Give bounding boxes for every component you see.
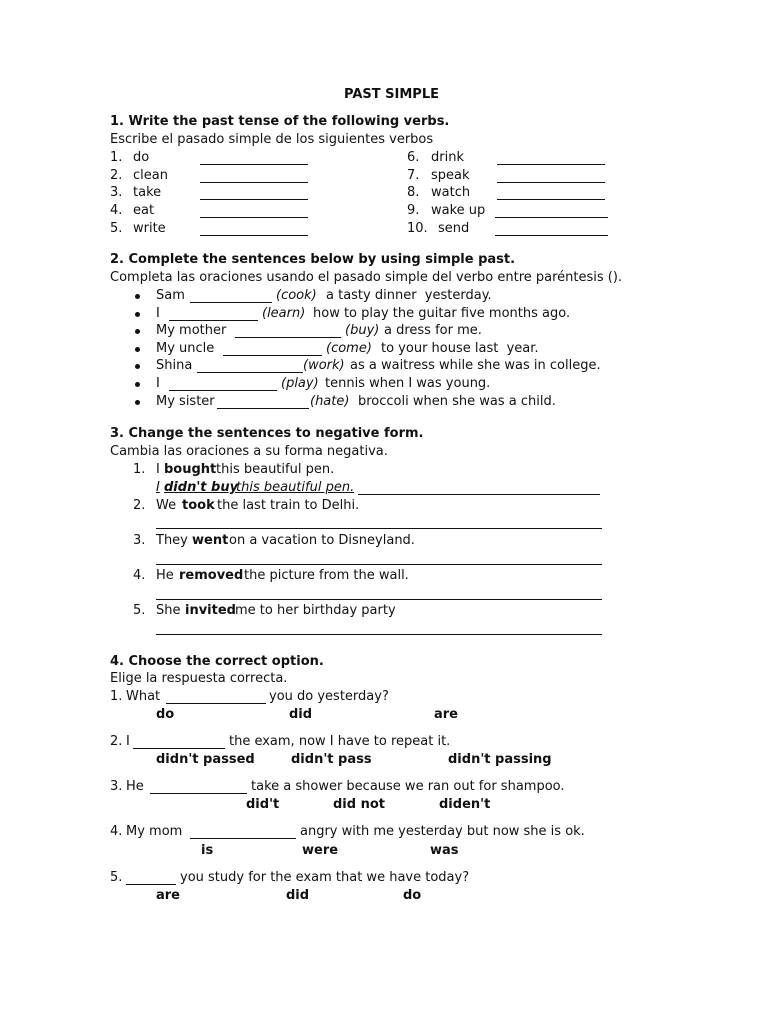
sentence-start: Sam [156,288,185,303]
sentence-start: I [156,306,160,321]
answer-blank[interactable] [133,748,225,749]
option-c[interactable]: are [434,707,459,722]
item-number: 4. [133,568,146,583]
example-rest: this beautiful pen. [236,480,355,495]
answer-blank[interactable] [169,320,258,321]
verb-number: 10. [407,221,428,236]
section2-instruction: Completa las oraciones usando el pasado simple del verbo entre paréntesis (). [110,270,623,285]
question-number: 4. [110,824,123,839]
sentence-end: the picture from the wall. [244,568,409,583]
option-b[interactable]: did [289,707,313,722]
answer-blank[interactable] [169,390,277,391]
option-b[interactable]: did not [333,797,385,812]
question-end: the exam, now I have to repeat it. [229,734,451,749]
answer-line[interactable] [156,528,602,529]
answer-blank[interactable] [190,838,296,839]
option-a[interactable]: is [201,843,214,858]
question-number: 2. [110,734,123,749]
item-number: 3. [133,533,146,548]
verb-word: eat [133,203,155,218]
item-number: 1. [133,462,146,477]
sentence-end: broccoli when she was a child. [358,394,556,409]
answer-blank[interactable] [217,408,309,409]
answer-blank[interactable] [150,793,247,794]
verb-hint: (learn) [262,306,306,321]
question-number: 5. [110,870,123,885]
sentence-start: My uncle [156,341,215,356]
sentence-start: He [156,568,174,583]
sentence-start: We [156,498,177,513]
example-subject: I [156,480,160,495]
bullet-icon [135,347,140,352]
verb-hint: (play) [281,376,319,391]
option-a[interactable]: are [156,888,181,903]
verb-word: speak [431,168,470,183]
section1-heading: 1. Write the past tense of the following verbs. [110,114,450,129]
sentence-start: They [156,533,188,548]
option-b[interactable]: were [302,843,339,858]
answer-line[interactable] [156,564,602,565]
verb-hint: (buy) [345,323,380,338]
option-a[interactable]: do [156,707,175,722]
question-start: I [126,734,130,749]
answer-blank[interactable] [495,235,608,236]
verb-number: 5. [110,221,123,236]
sentence-end: the last train to Delhi. [217,498,360,513]
sentence-end: a tasty dinner yesterday. [326,288,492,303]
sentence-end: me to her birthday party [235,603,396,618]
verb-number: 6. [407,150,420,165]
question-start: My mom [126,824,183,839]
section4-instruction: Elige la respuesta correcta. [110,671,288,686]
verb-hint: (cook) [276,288,317,303]
answer-blank[interactable] [495,217,608,218]
section3-heading: 3. Change the sentences to negative form. [110,426,424,441]
answer-line[interactable] [156,634,602,635]
answer-blank[interactable] [200,217,308,218]
question-end: take a shower because we ran out for shampoo. [251,779,565,794]
sentence-start: My mother [156,323,227,338]
sentence-end: this beautiful pen. [216,462,335,477]
answer-blank[interactable] [497,164,605,165]
option-b[interactable]: didn't pass [291,752,372,767]
sentence-end: tennis when I was young. [325,376,491,391]
sentence-end: how to play the guitar five months ago. [313,306,571,321]
question-number: 1. [110,689,123,704]
verb-hint: (come) [326,341,372,356]
answer-blank[interactable] [197,372,303,373]
option-c[interactable]: diden't [439,797,491,812]
verb-number: 8. [407,185,420,200]
item-number: 5. [133,603,146,618]
answer-blank[interactable] [497,182,605,183]
option-a[interactable]: did't [246,797,280,812]
option-c[interactable]: do [403,888,422,903]
answer-blank[interactable] [126,884,176,885]
bullet-icon [135,294,140,299]
verb-word: wake up [431,203,486,218]
page-title: PAST SIMPLE [344,87,439,102]
verb-hint: (work) [303,358,345,373]
sentence-verb: bought [164,462,217,477]
sentence-start: She [156,603,181,618]
sentence-end: as a waitress while she was in college. [350,358,601,373]
answer-blank[interactable] [223,355,322,356]
verb-number: 9. [407,203,420,218]
verb-word: take [133,185,162,200]
answer-blank[interactable] [200,182,308,183]
sentence-start: I [156,376,160,391]
sentence-start: My sister [156,394,215,409]
bullet-icon [135,400,140,405]
sentence-verb: invited [185,603,236,618]
sentence-end: to your house last year. [381,341,539,356]
answer-blank[interactable] [497,199,605,200]
answer-blank[interactable] [200,199,308,200]
example-negative-verb: didn't buy [164,480,239,495]
answer-line[interactable] [358,494,600,495]
answer-blank[interactable] [166,703,266,704]
question-number: 3. [110,779,123,794]
section2-heading: 2. Complete the sentences below by using simple past. [110,252,516,267]
verb-word: watch [431,185,471,200]
sentence-verb: removed [179,568,244,583]
question-end: you study for the exam that we have today? [180,870,470,885]
question-start: He [126,779,144,794]
answer-blank[interactable] [235,337,341,338]
sentence-start: Shina [156,358,193,373]
verb-number: 4. [110,203,123,218]
verb-number: 2. [110,168,123,183]
bullet-icon [135,312,140,317]
section3-instruction: Cambia las oraciones a su forma negativa. [110,444,388,459]
verb-word: clean [133,168,168,183]
answer-blank[interactable] [200,235,308,236]
answer-blank[interactable] [190,302,272,303]
verb-word: send [438,221,470,236]
sentence-end: a dress for me. [384,323,482,338]
bullet-icon [135,329,140,334]
question-start: What [126,689,161,704]
sentence-start: I [156,462,160,477]
option-c[interactable]: was [430,843,459,858]
section4-heading: 4. Choose the correct option. [110,654,324,669]
verb-word: drink [431,150,464,165]
sentence-verb: took [182,498,215,513]
verb-word: write [133,221,166,236]
item-number: 2. [133,498,146,513]
sentence-end: on a vacation to Disneyland. [229,533,415,548]
verb-number: 1. [110,150,123,165]
question-end: angry with me yesterday but now she is ok. [300,824,585,839]
question-end: you do yesterday? [269,689,389,704]
verb-number: 3. [110,185,123,200]
answer-blank[interactable] [200,164,308,165]
verb-word: do [133,150,150,165]
verb-hint: (hate) [310,394,350,409]
option-a[interactable]: didn't passed [156,752,255,767]
option-c[interactable]: didn't passing [448,752,552,767]
verb-number: 7. [407,168,420,183]
answer-line[interactable] [156,599,602,600]
section1-instruction: Escribe el pasado simple de los siguientes verbos [110,132,434,147]
bullet-icon [135,382,140,387]
sentence-verb: went [192,533,229,548]
option-b[interactable]: did [286,888,310,903]
bullet-icon [135,364,140,369]
